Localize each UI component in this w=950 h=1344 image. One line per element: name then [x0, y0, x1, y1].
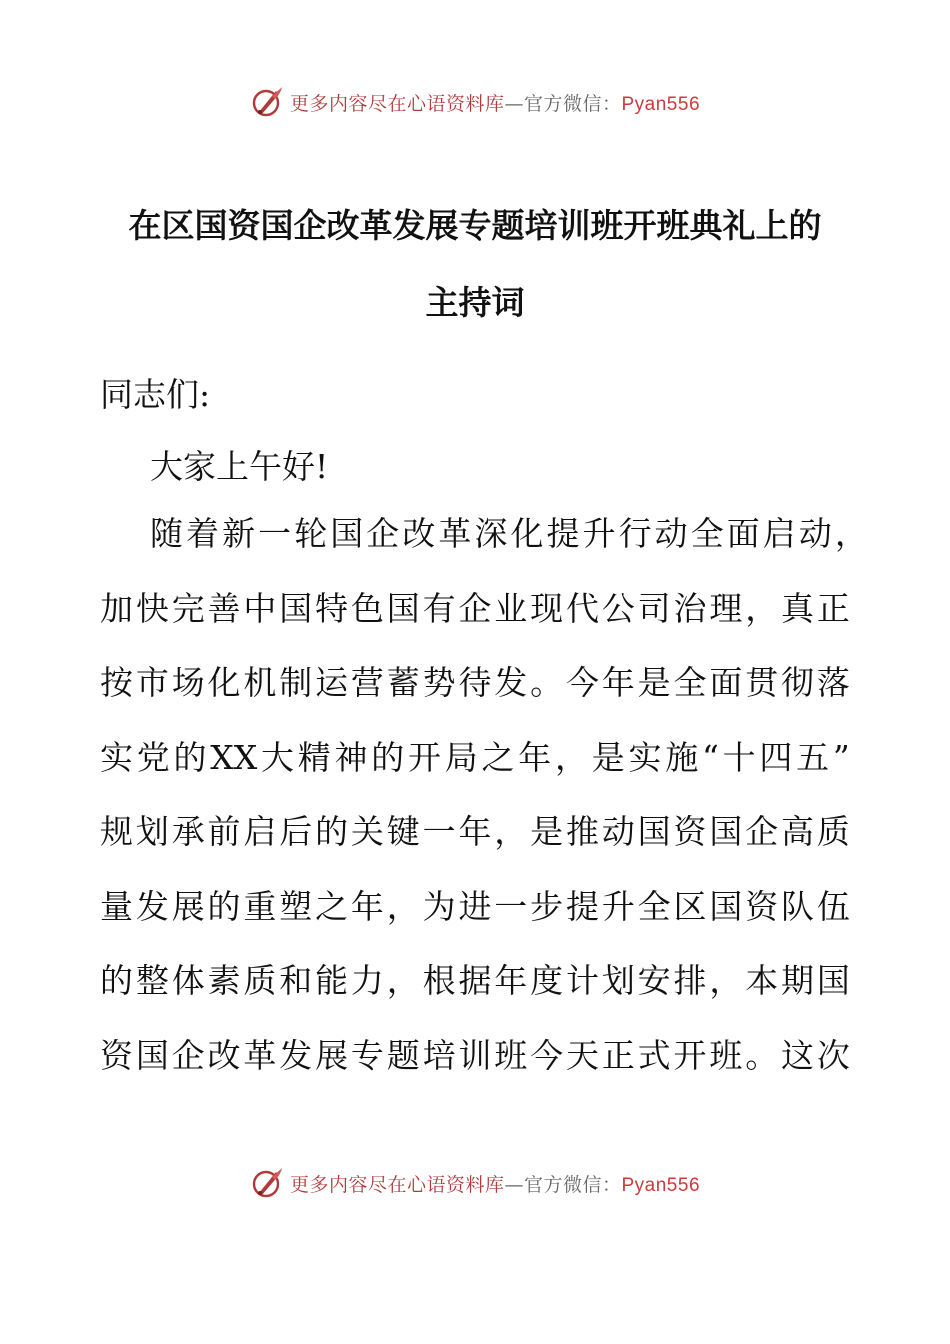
footer-banner-content [250, 1166, 700, 1200]
banner-main-text: 更多内容尽在心语资料库 [289, 92, 505, 115]
paragraph-line-6: 量 发 展 的 重 塑 之 年 ， 为 进 一 步 提 升 全 区 国 资 队 伍 [100, 887, 850, 926]
paragraph-line-5: 规 划 承 前 启 后 的 关 键 一 年 ， 是 推 动 国 资 国 企 高 质 [100, 812, 850, 851]
quill-pen-logo-icon [250, 85, 284, 119]
banner-separator: — [504, 1173, 524, 1196]
paragraph-line-8: 资 国 企 改 革 发 展 专 题 培 训 班 今 天 正 式 开 班 。 这 次 [100, 1036, 850, 1075]
banner-wechat-label: 官方微信： [523, 92, 622, 115]
banner-main-text: 更多内容尽在心语资料库 [289, 1173, 505, 1196]
quill-pen-logo-icon [250, 1166, 284, 1200]
paragraph-line-3: 按 市 场 化 机 制 运 营 蓄 势 待 发 。 今 年 是 全 面 贯 彻 落 [100, 663, 850, 702]
footer-banner [0, 1163, 950, 1203]
salutation: 同志们: [100, 375, 211, 414]
banner-separator: — [504, 92, 524, 115]
document-title-line-2: 主持词 [425, 283, 525, 322]
paragraph-line-1: 随 着 新 一 轮 国 企 改 革 深 化 提 升 行 动 全 面 启 动 ， [150, 514, 868, 553]
banner-text [290, 1170, 700, 1197]
header-banner-content [250, 85, 700, 119]
banner-wechat-id: Pyan556 [621, 1174, 701, 1196]
banner-wechat-label: 官方微信： [523, 1173, 622, 1196]
banner-wechat-id: Pyan556 [621, 93, 701, 115]
header-banner [0, 82, 950, 122]
paragraph-line-2: 加 快 完 善 中 国 特 色 国 有 企 业 现 代 公 司 治 理 ， 真 正 [100, 589, 850, 628]
paragraph-line-4: 实 党 的 XX 大 精 神 的 开 局 之 年 ， 是 实 施 “ 十 四 五 ” [100, 738, 850, 777]
banner-text [290, 89, 700, 116]
greeting: 大家上午好! [150, 447, 329, 486]
document-title-line-1: 在区国资国企改革发展专题培训班开班典礼上的 [128, 206, 822, 245]
paragraph-line-7: 的 整 体 素 质 和 能 力 ， 根 据 年 度 计 划 安 排 ， 本 期 国 [100, 961, 850, 1000]
